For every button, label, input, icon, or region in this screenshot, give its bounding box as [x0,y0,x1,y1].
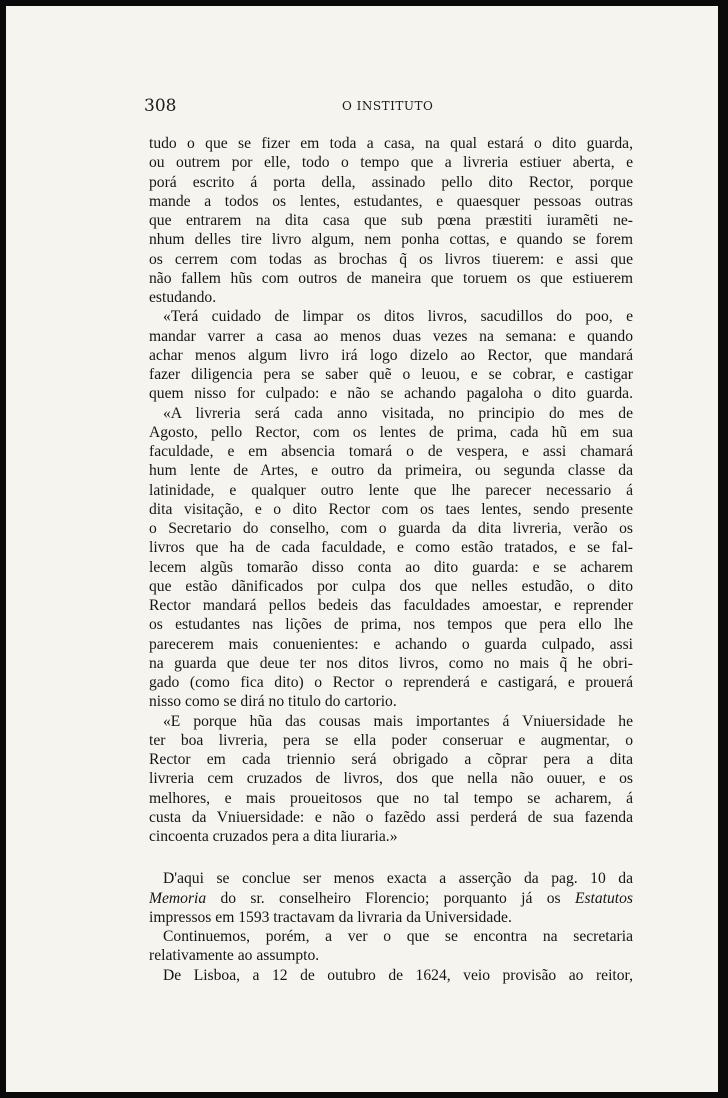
paragraph-quote-4 [149,712,633,847]
text-line: livros que ha de cada faculdade, e como estão tratados, e se fal- [149,539,633,557]
text-line: relativamente ao assumpto. [149,947,320,965]
text-line: Continuemos, porém, a ver o que se encontra na secretaria [163,928,633,945]
text-line: na guarda que deue ter nos ditos livros, como no mais q̃ he obri- [149,654,633,672]
text-line: «Terá cuidado de limpar os ditos livros, sacudillos do poo, e [163,308,633,326]
text-line: fazer diligencia pera se saber quẽ o leuou, e se cobrar, e castigar [149,366,633,383]
text-line: faculdade, e em absencia tomará o de vespera, e assi chamará [149,443,633,460]
running-title: O INSTITUTO [342,99,434,113]
book-page [6,6,718,1092]
text-line: mande a todos os lentes, estudantes, e quaesquer pessoas outras [149,192,633,210]
text-line: latinidade, e qualquer outro lente que lhe parecer necessario á [149,481,633,499]
text-line: parecerem mais conuenientes: e achando o guarda culpado, assi [149,635,633,653]
text-line: nisso como se dirá no titulo do cartorio. [149,693,397,711]
italic-title-memoria: Memoria [149,889,207,907]
text-line: custa da Vniuersidade: e não o fazẽdo assi perderá de sua fazenda [149,808,633,826]
italic-title-estatutos: Estatutos [574,889,633,907]
page-header [6,96,718,120]
text-line: não fallem hũs com outros de maneira que toruem os que estiuerem [149,269,633,287]
text-line: porá escrito á porta della, assinado pello dito Rector, porque [149,173,633,191]
text-line: Rector mandará pellos bedeis das faculdades amoestar, e reprender [149,597,633,614]
text-line: lecem algũs tomarão disso conta ao dito guarda: e se acharem [149,558,633,576]
text-line: livreria cem cruzados de livros, dos que nella não ouuer, e os [149,770,633,788]
text-line: tudo o que se fizer em toda a casa, na qual estará o dito guarda, [149,135,633,152]
text-line: quem nisso for culpado: e não se achando pagaloha o dito guarda. [149,385,633,403]
page-number: 308 [144,96,177,116]
text-run: do sr. conselheiro Florencio; porquanto já os [206,889,575,907]
text-line: que estão dãnificados por culpa dos que nelles estudão, o dito [149,577,633,595]
text-line: os cerrem com todas as brochas q̃ os livros tiuerem: e assi que [149,250,633,268]
text-line: hum lente de Artes, e outro da primeira, ou segunda classe da [149,462,633,480]
text-line: dita visitação, e o dito Rector com os taes lentes, sendo presente [149,500,633,518]
paragraph-quote-2 [149,307,633,403]
paragraph-provision [149,966,633,985]
page-body [149,134,633,985]
paragraph-quote-3 [149,404,633,712]
text-line: Rector em cada triennio será obrigado a cõprar pera a dita [149,751,633,768]
text-line: gado (como fica dito) o Rector o reprenderá e castigará, e prouerá [149,674,633,691]
text-line: achar menos algum livro irá logo dizelo ao Rector, que mandará [149,346,633,364]
text-line: ou outrem por elle, todo o tempo que a livreria estiuer aberta, e [149,154,633,172]
text-line: melhores, e mais proueitosos que no tal tempo se acharem, á [149,789,633,807]
text-line: D'aqui se conclue ser menos exacta a asserção da pag. 10 da [163,870,633,888]
text-line: o Secretario do conselho, com o guarda da dita livreria, verão os [149,520,633,537]
text-line: estudando. [149,289,217,306]
text-line: os estudantes nas lições de prima, nos tempos que pera ello lhe [149,616,633,634]
paragraph-quote-1 [149,134,633,307]
section-gap [149,846,633,869]
text-line: que entrarem na dita casa que sub pœna præstiti iuramẽti ne- [149,212,633,229]
text-line: De Lisboa, a 12 de outubro de 1624, veio provisão ao reitor, [163,966,633,984]
text-line: «E porque hũa das cousas mais importantes á Vniuersidade he [163,712,633,730]
paragraph-continuation [149,927,633,966]
text-line: nhum delles tire livro algum, nem ponha cottas, e quando se forem [149,231,633,249]
text-line: cincoenta cruzados pera a dita liuraria.» [149,828,398,845]
text-line: mandar varrer a casa ao menos duas vezes na semana: e quando [149,327,633,345]
text-line: ter boa livreria, pera se ella poder conseruar e augmentar, o [149,731,633,749]
text-line: «A livreria será cada anno visitada, no principio do mes de [163,404,633,422]
text-line [149,889,633,908]
text-line: Agosto, pello Rector, com os lentes de prima, cada hũ em sua [149,423,633,441]
paragraph-commentary [149,869,633,927]
text-line: impressos em 1593 tractavam da livraria da Universidade. [149,908,512,926]
